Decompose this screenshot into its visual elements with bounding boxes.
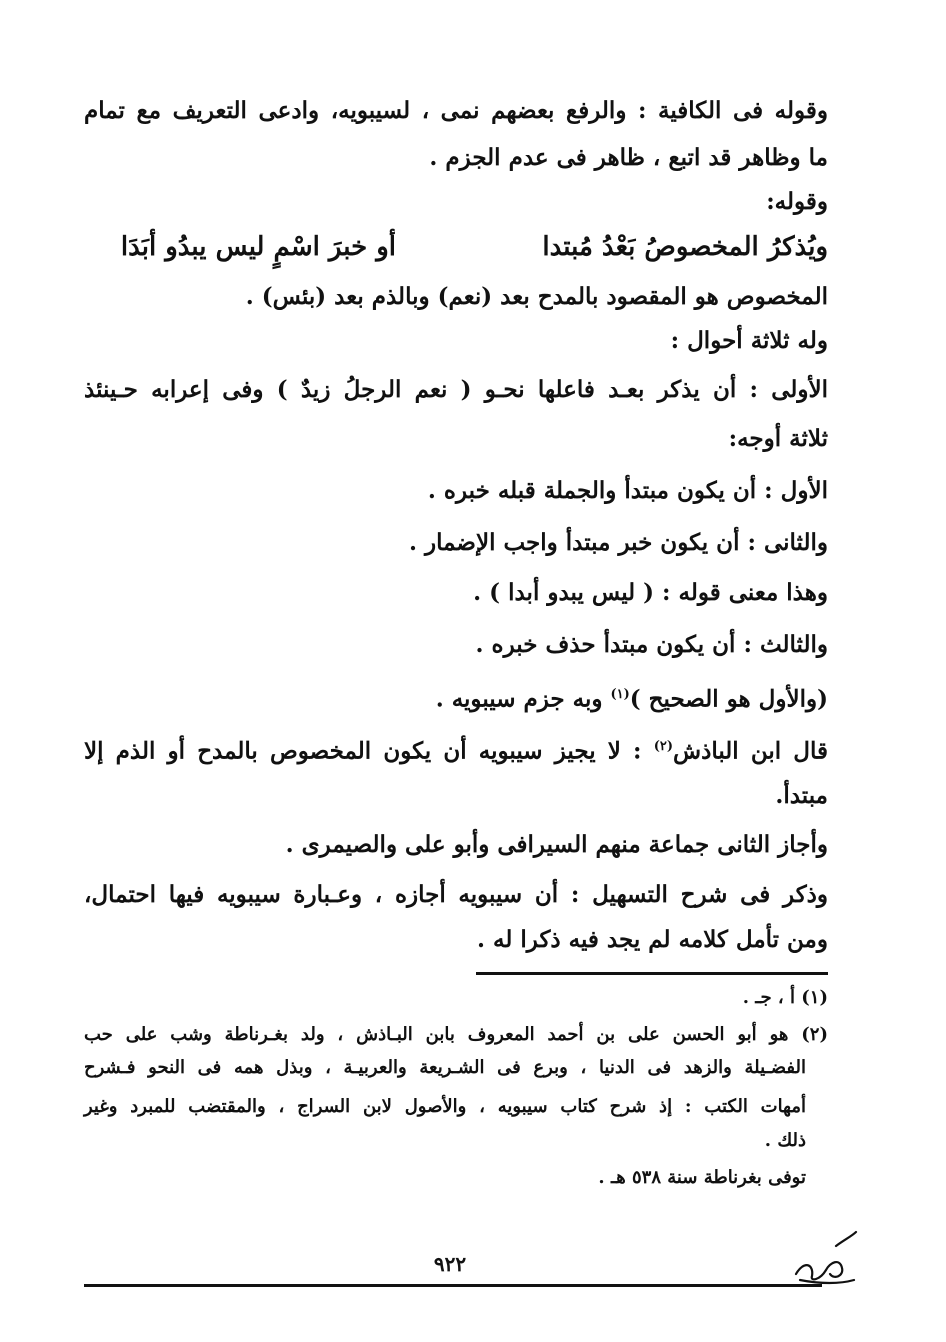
text-line: وله ثلاثة أحوال : [670,327,828,354]
text-fragment: (والأول هو الصحيح ) [629,685,828,713]
text-line: وقوله فى الكافية : والرفع بعضهم نمى ، لسيبويه، وادعى التعريف مع تمام [84,97,828,124]
text-line: ما وظاهر قد اتبع ، ظاهر فى عدم الجزم . [429,144,828,171]
text-line: وقوله: [766,188,828,215]
footnote: (٢) هو أبو الحسن على بن أحمد المعروف بابن البـاذش ، ولد بغـرناطة وشب على حب [84,1024,828,1045]
text-line: المخصوص هو المقصود بالمدح بعد (نعم) وبالذم بعد (بئس) . [245,283,828,310]
footnote: ذلك . [764,1130,806,1151]
text-line: والثالث : أن يكون مبتدأ حذف خبره . [475,631,828,658]
bottom-rule [84,1284,822,1287]
text-fragment: : لا يجيز سيبويه أن يكون المخصوص بالمدح أو الذم إلا [84,737,654,765]
footnote: توفى بغرناطة سنة ٥٣٨ هـ . [598,1167,806,1188]
footnote: (١) أ ، جـ . [742,987,828,1008]
text-line: الأولى : أن يذكر بعـد فاعلها نحـو ( نعم الرجلُ زيدٌ ) وفى إعرابه حـينئذ [84,376,828,403]
verse-first-hemistich: ويُذكرُ المخصوصُ بَعْدُ مُبتدا [542,232,828,262]
text-line: الأول : أن يكون مبتدأ والجملة قبله خبره . [427,477,828,504]
text-line [84,732,828,767]
text-line: والثانى : أن يكون خبر مبتدأ واجب الإضمار . [409,529,828,556]
text-line: مبتدأ. [775,782,828,809]
footnote-ref: (١) [610,687,630,702]
text-fragment: وبه جزم سيبويه . [435,685,611,713]
text-line [436,680,828,715]
text-fragment: قال ابن الباذش [673,737,828,765]
verse-second-hemistich: أو خبرَ اسْمٍ ليس يبدُو أبَدَا [120,232,396,262]
text-line: ومن تأمل كلامه لم يجد فيه ذكرا له . [477,926,828,953]
text-line: ثلاثة أوجه: [728,425,828,452]
footnote: أمهات الكتب : إذ شرح كتاب سيبويه ، والأصول لابن السراج ، والمقتضب للمبرد وغير [84,1096,806,1117]
page-number: ٩٢٢ [433,1252,467,1276]
text-line: وأجاز الثانى جماعة منهم السيرافى وأبو على والصيمرى . [285,831,828,858]
footnote-ref: (٢) [653,739,673,754]
handwritten-signature [790,1230,860,1290]
footnote-separator [476,972,828,975]
footnote: الفضـيلة والزهد فى الدنيا ، وبرع فى الشـريعة والعربيـة ، وبذل همه فى النحو فـشرح [84,1057,806,1078]
text-line: وذكر فى شرح التسهيل : أن سيبويه أجازه ، وعـبارة سيبويه فيها احتمال، [84,881,828,908]
text-line: وهذا معنى قوله : ( ليس يبدو أبدا ) . [473,579,828,606]
